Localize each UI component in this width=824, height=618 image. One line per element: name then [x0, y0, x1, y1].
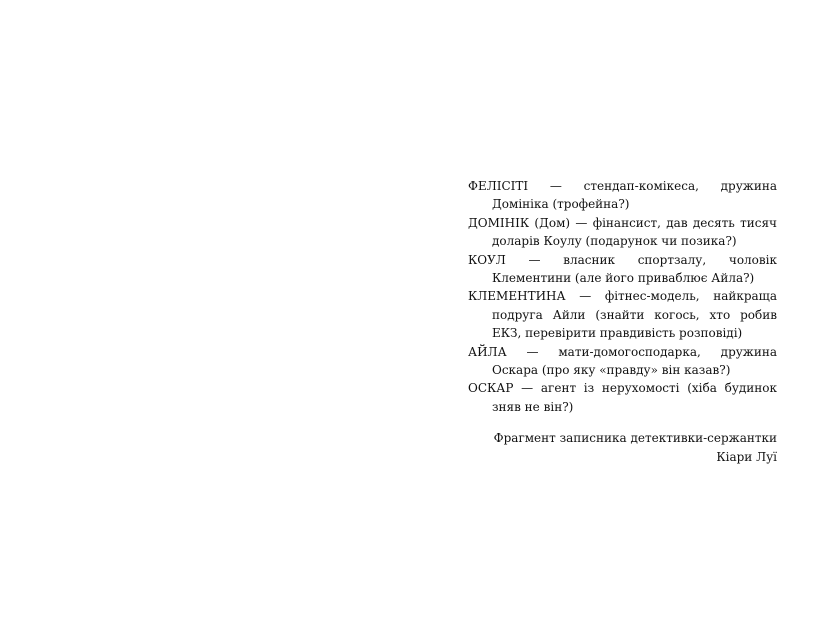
character-entry-ayla: АЙЛА — мати-домогосподарка, дружина Оскара (про яку «правду» він казав?): [468, 344, 777, 378]
character-entry-oscar: ОСКАР — агент із нерухомості (хіба будинок зняв не він?): [468, 381, 777, 414]
character-list: [468, 177, 777, 466]
character-entry-cole: КОУЛ — власник спортзалу, чоловік Клементини (але його приваблює Айла?): [468, 252, 777, 286]
character-entry-felicity: ФЕЛІСІТІ — стендап-комікеса, дружина Домініка (трофейна?): [468, 179, 777, 212]
character-entry-dominic: ДОМІНІК (Дом) — фінансист, дав десять тисяч доларів Коулу (подарунок чи позика?): [468, 215, 777, 249]
character-entry-clementine: КЛЕМЕНТИНА — фітнес-модель, найкраща подруга Айли (знайти когось, хто робив ЕКЗ, перевірити правдивість розповіді): [468, 289, 777, 341]
notebook-caption: Фрагмент записника детективки-сержантки Кіари Луї: [493, 431, 777, 464]
